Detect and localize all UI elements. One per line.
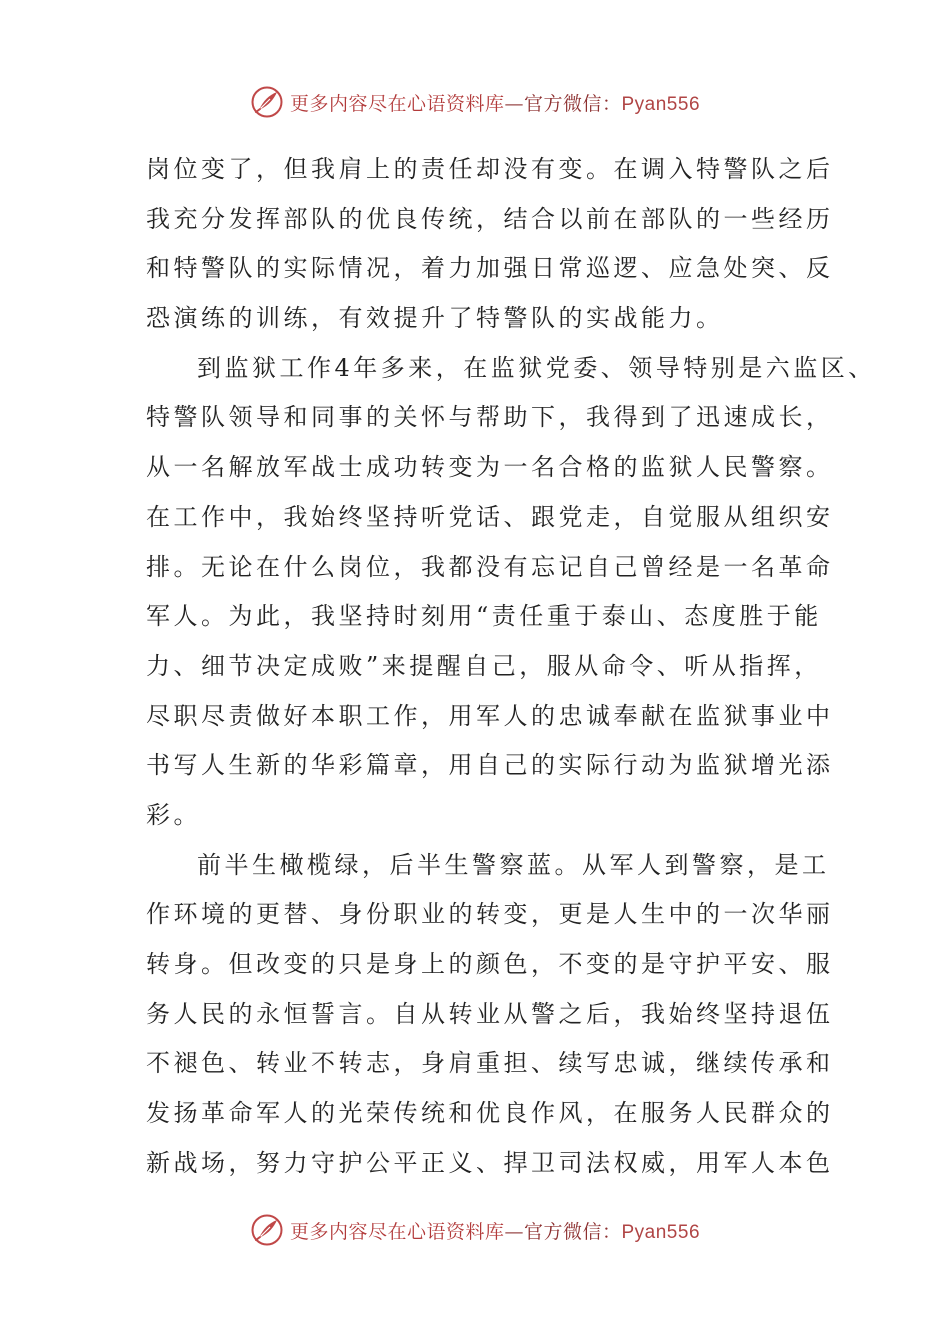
text-line: 军人。为此，我坚持时刻用“责任重于泰山、态度胜于能 xyxy=(146,602,822,631)
watermark-wechat-id: Pyan556 xyxy=(621,93,701,115)
watermark-text xyxy=(290,89,700,116)
text-line: 特警队领导和同事的关怀与帮助下，我得到了迅速成长， xyxy=(146,403,834,432)
text-line: 作环境的更替、身份职业的转变，更是人生中的一次华丽 xyxy=(146,900,834,929)
text-line: 不褪色、转业不转志，身肩重担、续写忠诚，继续传承和 xyxy=(146,1049,834,1078)
watermark-main-text: 更多内容尽在心语资料库 xyxy=(289,92,505,115)
watermark-dash: — xyxy=(504,1220,524,1243)
watermark-wechat-label: 官方微信： xyxy=(523,92,622,115)
quill-logo-icon xyxy=(250,1213,284,1247)
text-line: 恐演练的训练，有效提升了特警队的实战能力。 xyxy=(146,304,724,333)
text-line: 岗位变了，但我肩上的责任却没有变。在调入特警队之后 xyxy=(146,155,834,183)
text-line: 在工作中，我始终坚持听党话、跟党走，自觉服从组织安 xyxy=(146,502,834,531)
text-line: 到监狱工作4年多来，在监狱党委、领导特别是六监区、 xyxy=(197,353,876,382)
text-line: 前半生橄榄绿，后半生警察蓝。从军人到警察，是工 xyxy=(197,850,830,879)
text-line: 发扬革命军人的光荣传统和优良作风，在服务人民群众的 xyxy=(146,1099,834,1128)
watermark-text xyxy=(290,1217,700,1244)
text-line: 务人民的永恒誓言。自从转业从警之后，我始终坚持退伍 xyxy=(146,999,834,1028)
document-body xyxy=(146,145,876,1188)
header-watermark xyxy=(0,82,950,122)
watermark-wechat-label: 官方微信： xyxy=(523,1220,622,1243)
text-line: 新战场，努力守护公平正义、捍卫司法权威，用军人本色 xyxy=(146,1148,834,1177)
text-line: 彩。 xyxy=(146,800,201,829)
text-line: 尽职尽责做好本职工作，用军人的忠诚奉献在监狱事业中 xyxy=(146,701,834,730)
footer-watermark xyxy=(0,1210,950,1250)
watermark-wechat-id: Pyan556 xyxy=(621,1221,701,1243)
text-line: 我充分发挥部队的优良传统，结合以前在部队的一些经历 xyxy=(146,204,834,233)
text-line: 和特警队的实际情况，着力加强日常巡逻、应急处突、反 xyxy=(146,254,834,283)
text-line: 转身。但改变的只是身上的颜色，不变的是守护平安、服 xyxy=(146,950,834,978)
watermark-main-text: 更多内容尽在心语资料库 xyxy=(289,1220,505,1243)
text-line: 从一名解放军战士成功转变为一名合格的监狱人民警察。 xyxy=(146,453,834,482)
text-line: 排。无论在什么岗位，我都没有忘记自己曾经是一名革命 xyxy=(146,552,834,581)
quill-logo-icon xyxy=(250,85,284,119)
text-line: 书写人生新的华彩篇章，用自己的实际行动为监狱增光添 xyxy=(146,751,834,780)
watermark-dash: — xyxy=(504,92,524,115)
text-line: 力、细节决定成败”来提醒自己，服从命令、听从指挥， xyxy=(146,651,822,680)
